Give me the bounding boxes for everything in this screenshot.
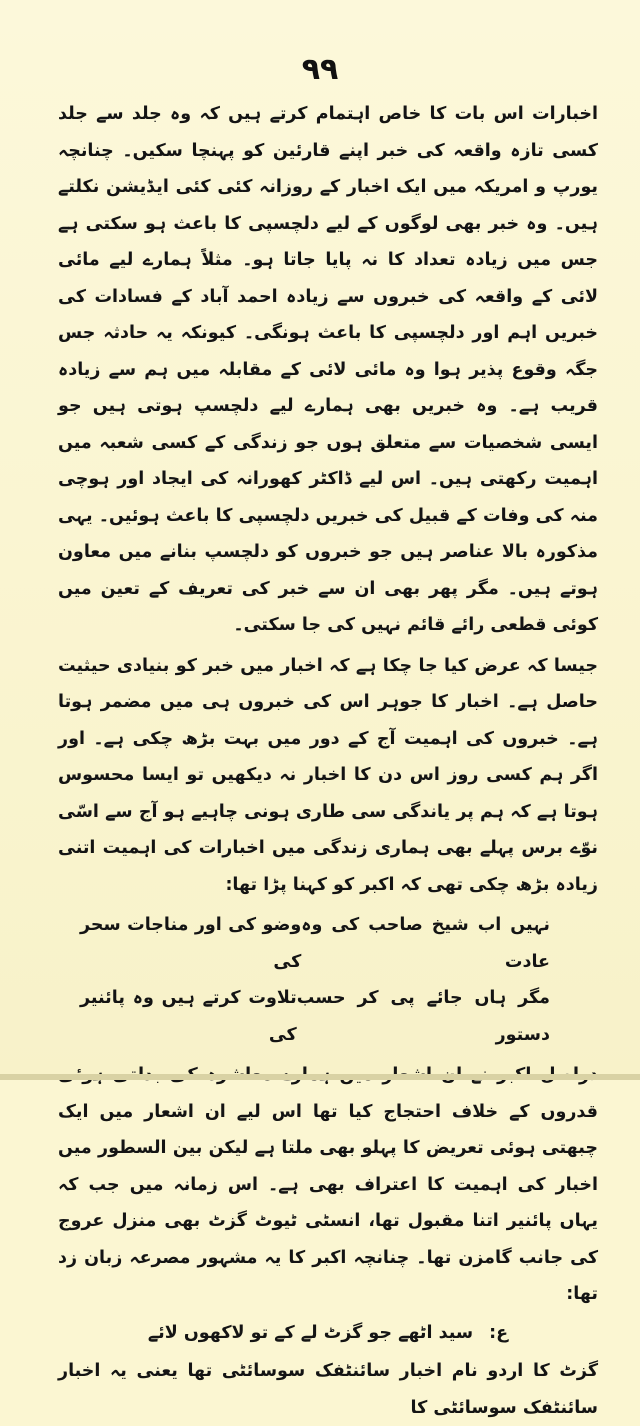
quoted-verse — [58, 1315, 598, 1352]
couplet-1-first-line: نہیں اب شیخ صاحب کی وہ عادت — [301, 915, 550, 972]
page-edge — [0, 1074, 640, 1080]
poem — [58, 907, 598, 1053]
couplet-2-first-line: مگر ہاں جائے پی کر حسب دستور — [296, 988, 550, 1045]
paragraph-3: قدروں کے خلاف احتجاج کیا تھا اس لیے ان اشعار میں ایک چبھتی ہوئی تعریض کا پہلو بھی ملتا ہے لیکن بین السطور میں اخبار کی اہمیت کا اعتراف بھی ہے۔ اس زمانہ میں جب کہ یہاں پائنیر اتنا مقبول تھا، انسٹی ٹیوٹ گزٹ بھی منزل عروج کی جانب گامزن تھا۔ چنانچہ اکبر کا یہ مشہور مصرعہ زبان زد تھا: — [58, 1101, 598, 1304]
page-body — [58, 96, 598, 1426]
page-number: ۹۹ — [301, 52, 339, 87]
couplet-2 — [80, 980, 550, 1053]
paragraph-4: گزٹ کا اردو نام اخبار سائنٹفک سوسائٹی تھا یعنی یہ اخبار سائنٹفک سوسائٹی کا — [58, 1361, 598, 1418]
paragraph-1: اخبارات اس بات کا خاص اہتمام کرتے ہیں کہ وہ جلد سے جلد کسی تازہ واقعہ کی خبر اپنے قارئین کو پہنچا سکیں۔ چنانچہ یورپ و امریکہ میں ایک اخبار کے روزانہ کئی کئی ایڈیشن نکلتے ہیں۔ وہ خبر بھی لوگوں کے لیے دلچسپی کا باعث ہو سکتی ہے جس میں زیادہ تعداد کا نہ پایا جاتا ہو۔ مثلاً ہمارے لیے مائی لائی کے واقعہ کی خبروں سے زیادہ احمد آباد کے فسادات کی خبریں اہم اور دلچسپی کا باعث ہونگی۔ کیونکہ یہ حادثہ جس جگہ وقوع پذیر ہوا وہ مائی لائی کے مقابلہ میں ہم سے زیادہ قریب ہے۔ وہ خبریں بھی ہمارے لیے دلچسپ ہوتی ہیں جو ایسی شخصیات سے متعلق ہوں جو زندگی کے کسی شعبہ میں اہمیت رکھتی ہیں۔ اس لیے ڈاکٹر کھورانہ کی ایجاد اور ہوچی منہ کی وفات کے قبیل کی خبریں دلچسپی کا باعث ہوئیں۔ یہی مذکورہ بالا عناصر ہیں جو خبروں کو دلچسپ بنانے میں معاون ہوتے ہیں۔ مگر پھر بھی ان سے خبر کی تعریف کے تعین میں کوئی قطعی رائے قائم نہیں کی جا سکتی۔ — [58, 104, 598, 635]
couplet-1-second-line: وضو کی اور مناجات سحر کی — [80, 915, 302, 972]
paragraph-2: جیسا کہ عرض کیا جا چکا ہے کہ اخبار میں خبر کو بنیادی حیثیت حاصل ہے۔ اخبار کا جوہر اس کی خبروں ہی میں مضمر ہوتا ہے۔ خبروں کی اہمیت آج کے دور میں بہت بڑھ چکی ہے۔ اور اگر ہم کسی روز اس دن کا اخبار نہ دیکھیں تو ایسا محسوس ہوتا ہے کہ ہم پر یاندگی سی طاری ہونی چاہیے ہو آج سے اسّی نوّے برس پہلے بھی ہماری زندگی میں اخبارات کی اہمیت اتنی زیادہ بڑھ چکی تھی کہ اکبر کو کہنا پڑا تھا: — [58, 655, 598, 895]
couplet-2-second-line: تلاوت کرتے ہیں وہ پائنیر کی — [80, 988, 297, 1045]
quote-label: ع: — [489, 1322, 509, 1343]
couplet-1 — [80, 907, 550, 980]
quote-text: سید اٹھے جو گزٹ لے کے تو لاکھوں لائے — [147, 1322, 474, 1343]
